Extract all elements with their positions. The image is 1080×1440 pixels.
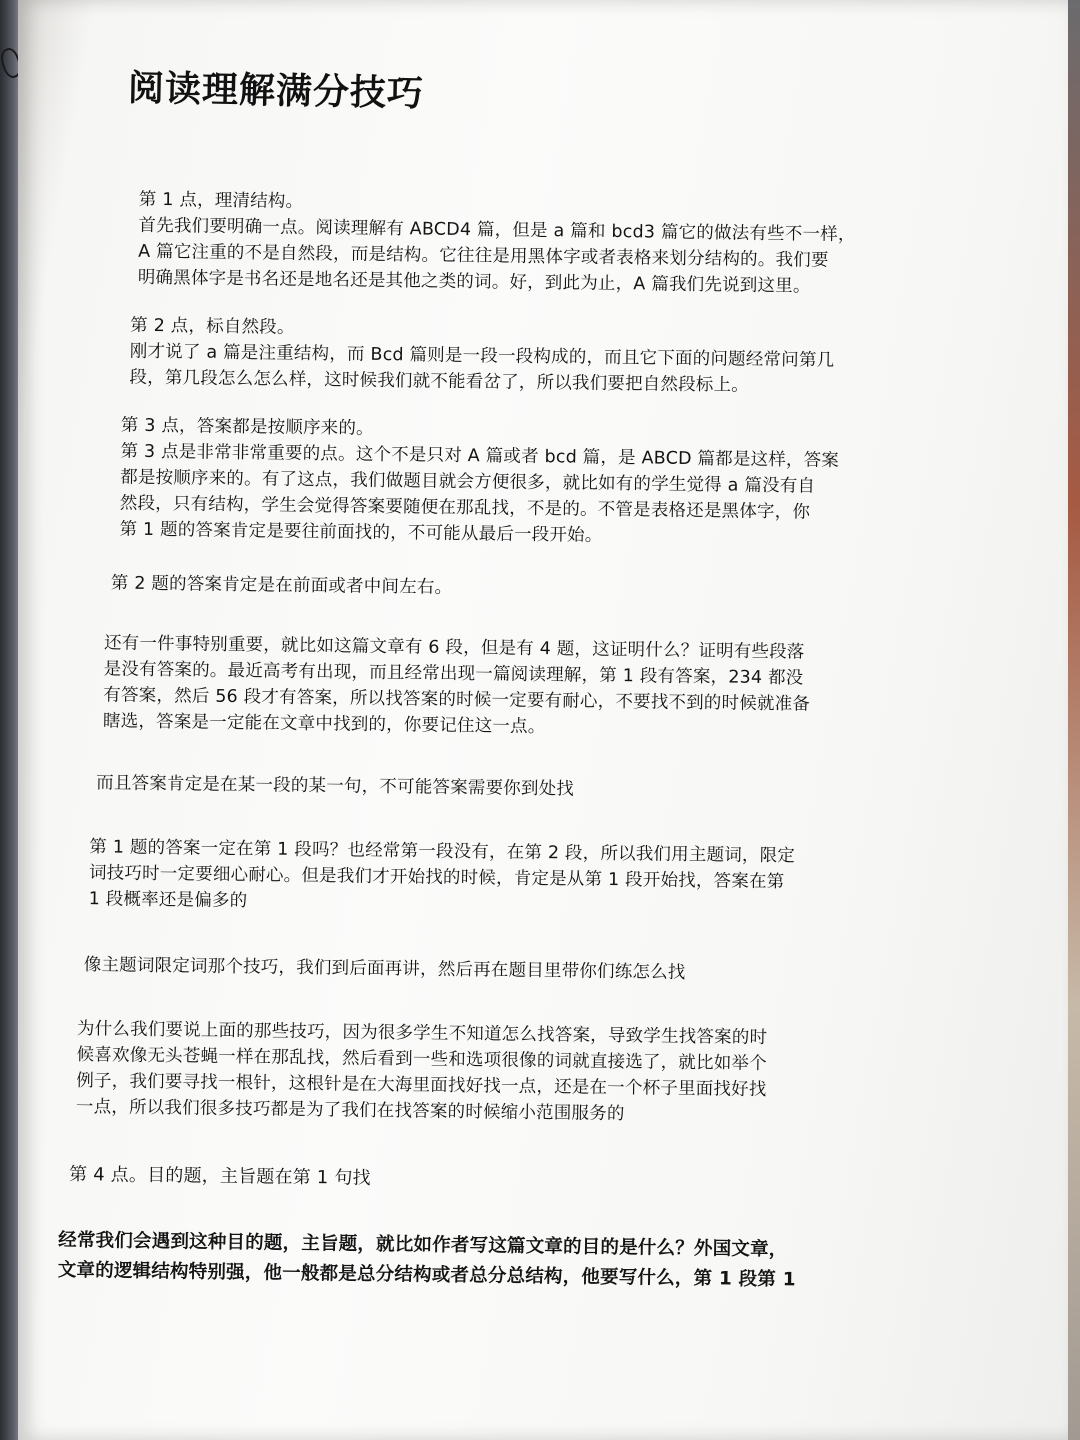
paragraph — [96, 770, 884, 806]
text-line: 第 1 题的答案一定在第 1 段吗？也经常第一段没有，在第 2 段，所以我们用主题词，限定 — [89, 837, 796, 867]
text-line: 经常我们会遇到这种目的题，主旨题，就比如作者写这篇文章的目的是什么？外国文章， — [58, 1229, 788, 1261]
text-line: 还有一件事特别重要，就比如这篇文章有 6 段，但是有 4 题，这证明什么？证明有些段落 — [103, 633, 805, 663]
paragraph — [88, 834, 883, 922]
text-line: 而且答案肯定是在某一段的某一句，不可能答案需要你到处找 — [96, 773, 575, 800]
section-structure — [138, 187, 892, 301]
page-title: 阅读理解满分技巧 — [127, 68, 425, 115]
section-heading: 第 2 点，标自然段。 — [130, 315, 295, 338]
text-line: 都是按顺序来的。有了这点，我们做题目就会方便很多，就比如有的学生觉得 a 篇没有自 — [120, 467, 816, 497]
section-heading: 第 3 点，答案都是按顺序来的。 — [120, 415, 374, 439]
paragraph — [84, 952, 882, 988]
text-line: 然段，只有结构，学生会觉得答案要随便在那乱找，不是的。不管是表格还是黑体字，你 — [119, 493, 811, 523]
text-line: 明确黑体字是书名还是地名还是其他之类的词。好，到此为止，A 篇我们先说到这里。 — [137, 267, 811, 297]
section-paragraph-marking — [129, 313, 890, 401]
section-purpose-question — [69, 1160, 879, 1201]
text-line: 首先我们要明确一点。阅读理解有 ABCD4 篇，但是 a 篇和 bcd3 篇它的做法有些不一样， — [138, 215, 856, 246]
text-line: A 篇它注重的不是自然段，而是结构。它往往是用黑体字或者表格来划分结构的。我们要 — [138, 241, 829, 271]
section-answer-order — [119, 413, 889, 553]
paragraph — [76, 1016, 881, 1131]
document-body — [57, 186, 892, 1297]
background-edge — [1066, 0, 1080, 1440]
text-line: 有答案，然后 56 段才有答案，所以找答案的时候一定要有耐心，不要找不到的时候就准备 — [103, 685, 811, 715]
text-line: 是没有答案的。最近高考有出现，而且经常出现一篇阅读理解，第 1 段有答案，234 都没 — [103, 659, 804, 689]
document-page — [18, 0, 1068, 1440]
text-line: 例子，我们要寻找一根针，这根针是在大海里面找好找一点，还是在一个杯子里面找好找 — [76, 1071, 767, 1101]
text-line: 段，第几段怎么怎么样，这时候我们就不能看岔了，所以我们要把自然段标上。 — [129, 367, 750, 396]
text-line: 第 2 题的答案肯定是在前面或者中间左右。 — [110, 573, 453, 598]
text-line: 像主题词限定词那个技巧，我们到后面再讲，然后再在题目里带你们练怎么找 — [83, 955, 686, 983]
text-line: 1 段概率还是偏多的 — [88, 889, 248, 912]
text-line: 第 1 题的答案肯定是要往前面找的，不可能从最后一段开始。 — [119, 519, 603, 546]
text-line: 第 3 点是非常非常重要的点。这个不是只对 A 篇或者 bcd 篇，是 ABCD 篇都是这样，答案 — [120, 441, 840, 471]
paragraph — [111, 570, 887, 606]
text-line: 刚才说了 a 篇是注重结构，而 Bcd 篇则是一段一段构成的，而且它下面的问题经常问第几 — [129, 341, 835, 371]
section-heading: 第 4 点。目的题，主旨题在第 1 句找 — [68, 1163, 371, 1189]
section-heading: 第 1 点，理清结构。 — [138, 189, 304, 212]
paragraph — [103, 630, 886, 744]
text-line: 一点，所以我们很多技巧都是为了我们在找答案的时候缩小范围服务的 — [75, 1097, 625, 1125]
paragraph — [58, 1226, 879, 1297]
text-line: 文章的逻辑结构特别强，他一般都是总分结构或者总分总结构，他要写什么，第 1 段第 1 — [57, 1259, 796, 1291]
text-line: 词技巧时一定要细心耐心。但是我们才开始找的时候，肯定是从第 1 段开始找，答案在第 — [88, 863, 785, 893]
text-line: 瞎选，答案是一定能在文章中找到的，你要记住这一点。 — [102, 711, 546, 738]
text-line: 候喜欢像无头苍蝇一样在那乱找，然后看到一些和选项很像的词就直接选了，就比如举个 — [76, 1045, 767, 1075]
text-line: 为什么我们要说上面的那些技巧，因为很多学生不知道怎么找答案，导致学生找答案的时 — [76, 1019, 768, 1049]
